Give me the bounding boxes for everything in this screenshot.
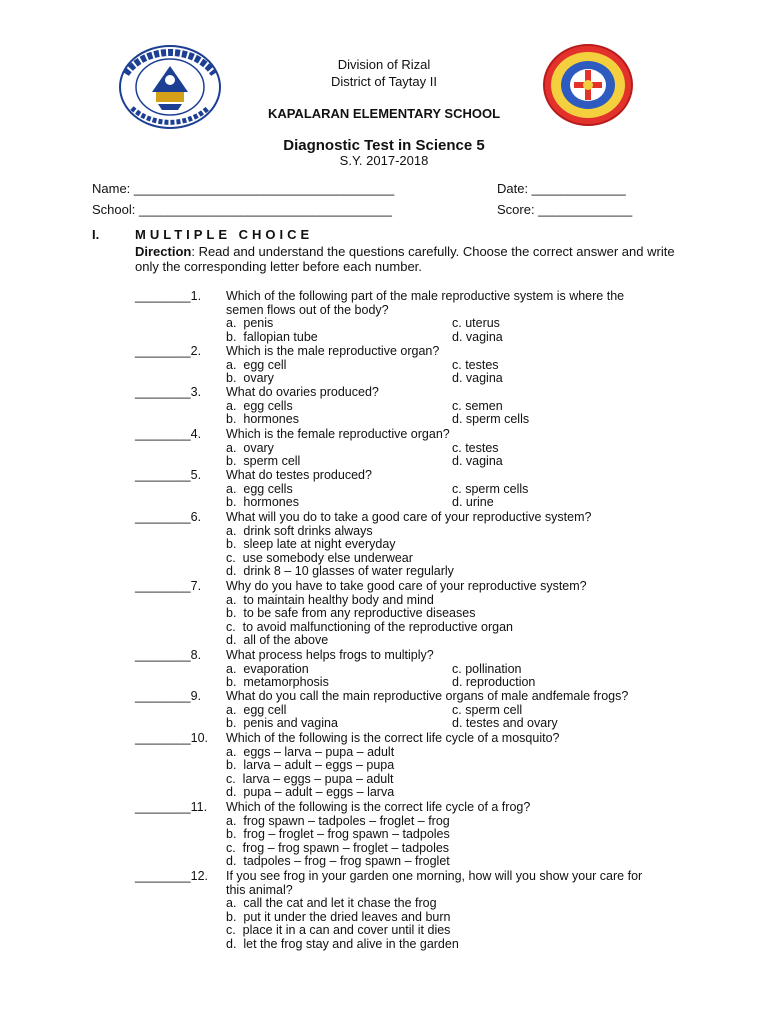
answer-option: c. sperm cell	[452, 702, 523, 717]
question-number[interactable]: ________1.	[135, 289, 202, 303]
answer-option: d. pupa – adult – eggs – larva	[226, 785, 395, 800]
answer-option: b. metamorphosis	[226, 675, 329, 690]
answer-option: b. sperm cell	[226, 454, 301, 469]
question-text: What process helps frogs to multiply?	[226, 648, 434, 662]
answer-option: d. vagina	[452, 454, 503, 469]
answer-option: b. hormones	[226, 412, 299, 427]
answer-option: c. larva – eggs – pupa – adult	[226, 771, 394, 786]
answer-option: a. egg cells	[226, 398, 293, 413]
question-number[interactable]: ________7.	[135, 579, 202, 593]
section-number: I.	[92, 227, 100, 242]
section-title: MULTIPLE CHOICE	[135, 227, 314, 242]
question-text: What do testes produced?	[226, 468, 372, 482]
answer-option: c. frog – frog spawn – froglet – tadpoles	[226, 840, 450, 855]
question-text: Which of the following is the correct life cycle of a mosquito?	[226, 731, 560, 745]
answer-option: d. tadpoles – frog – frog spawn – froglet	[226, 854, 450, 869]
answer-option: c. sperm cells	[452, 481, 529, 496]
date-field[interactable]: Date: _____________	[497, 181, 626, 196]
question-number[interactable]: ________9.	[135, 689, 202, 703]
school-field[interactable]: School: ___________________________________	[92, 202, 393, 217]
answer-option: c. use somebody else underwear	[226, 550, 413, 565]
answer-option: c. to avoid malfunctioning of the reproductive organ	[226, 619, 513, 634]
answer-option: d. testes and ovary	[452, 716, 558, 731]
answer-option: b. larva – adult – eggs – pupa	[226, 758, 395, 773]
answer-option: d. vagina	[452, 329, 503, 344]
question-text: What do ovaries produced?	[226, 385, 379, 399]
question-number[interactable]: ________10.	[135, 731, 208, 745]
question-number[interactable]: ________2.	[135, 344, 202, 358]
answer-option: d. all of the above	[226, 633, 329, 648]
question-text: Which is the female reproductive organ?	[226, 427, 450, 441]
question-number[interactable]: ________4.	[135, 427, 202, 441]
division-text: Division of Rizal	[337, 57, 431, 72]
answer-option: c. place it in a can and cover until it dies	[226, 923, 451, 938]
answer-option: a. evaporation	[226, 661, 309, 676]
answer-option: b. fallopian tube	[226, 329, 318, 344]
name-field[interactable]: Name: ____________________________________	[92, 181, 395, 196]
question-number[interactable]: ________8.	[135, 648, 202, 662]
answer-option: b. penis and vagina	[226, 716, 338, 731]
school-name: KAPALARAN ELEMENTARY SCHOOL	[267, 106, 501, 121]
question-number[interactable]: ________5.	[135, 468, 202, 482]
answer-option: d. drink 8 – 10 glasses of water regularly	[226, 564, 454, 579]
answer-option: b. to be safe from any reproductive diseases	[226, 606, 476, 621]
question-number[interactable]: ________12.	[135, 869, 208, 883]
answer-option: a. ovary	[226, 440, 274, 455]
question-text: Which is the male reproductive organ?	[226, 344, 440, 358]
answer-option: a. frog spawn – tadpoles – froglet – frog	[226, 813, 450, 828]
score-field[interactable]: Score: _____________	[497, 202, 633, 217]
question-text: What will you do to take a good care of your reproductive system?	[226, 510, 592, 524]
answer-option: b. sleep late at night everyday	[226, 537, 396, 552]
answer-option: a. egg cell	[226, 702, 287, 717]
answer-option: d. reproduction	[452, 675, 536, 690]
answer-option: c. pollination	[452, 661, 522, 676]
answer-option: d. urine	[452, 495, 494, 510]
direction-text: : Read and understand the questions carefully. Choose the correct answer and write only the corresponding letter before each number.	[135, 244, 675, 274]
answer-option: a. egg cells	[226, 481, 293, 496]
answer-option: d. vagina	[452, 371, 503, 386]
answer-option: b. ovary	[226, 371, 274, 386]
answer-option: c. testes	[452, 357, 499, 372]
answer-option: c. uterus	[452, 316, 500, 331]
question-number[interactable]: ________6.	[135, 510, 202, 524]
district-text: District of Taytay II	[331, 74, 437, 89]
answer-option: b. frog – froglet – frog spawn – tadpoles	[226, 827, 450, 842]
school-year: S.Y. 2017-2018	[339, 153, 429, 168]
answer-option: a. drink soft drinks always	[226, 523, 373, 538]
answer-option: d. let the frog stay and alive in the garden	[226, 937, 459, 951]
question-text: What do you call the main reproductive organs of male andfemale frogs?	[226, 689, 629, 703]
answer-option: b. hormones	[226, 495, 299, 510]
question-text: Which of the following is the correct life cycle of a frog?	[226, 800, 531, 814]
answer-option: a. egg cell	[226, 357, 287, 372]
answer-option: d. sperm cells	[452, 412, 530, 427]
question-text: Which of the following part of the male reproductive system is where the semen flows out of the body?	[226, 289, 625, 317]
test-title: Diagnostic Test in Science 5	[283, 137, 485, 154]
answer-option: a. call the cat and let it chase the frog	[226, 896, 437, 911]
answer-option: a. to maintain healthy body and mind	[226, 592, 434, 607]
question-text: Why do you have to take good care of your reproductive system?	[226, 579, 587, 593]
answer-option: c. testes	[452, 440, 499, 455]
answer-option: a. eggs – larva – pupa – adult	[226, 744, 395, 759]
answer-option: b. put it under the dried leaves and burn	[226, 909, 451, 924]
question-number[interactable]: ________3.	[135, 385, 202, 399]
answer-option: a. penis	[226, 316, 274, 331]
answer-option: c. semen	[452, 398, 503, 413]
direction-label: Direction	[135, 244, 192, 259]
question-text: If you see frog in your garden one morning, how will you show your care for this animal?	[226, 869, 643, 897]
question-number[interactable]: ________11.	[135, 800, 208, 814]
